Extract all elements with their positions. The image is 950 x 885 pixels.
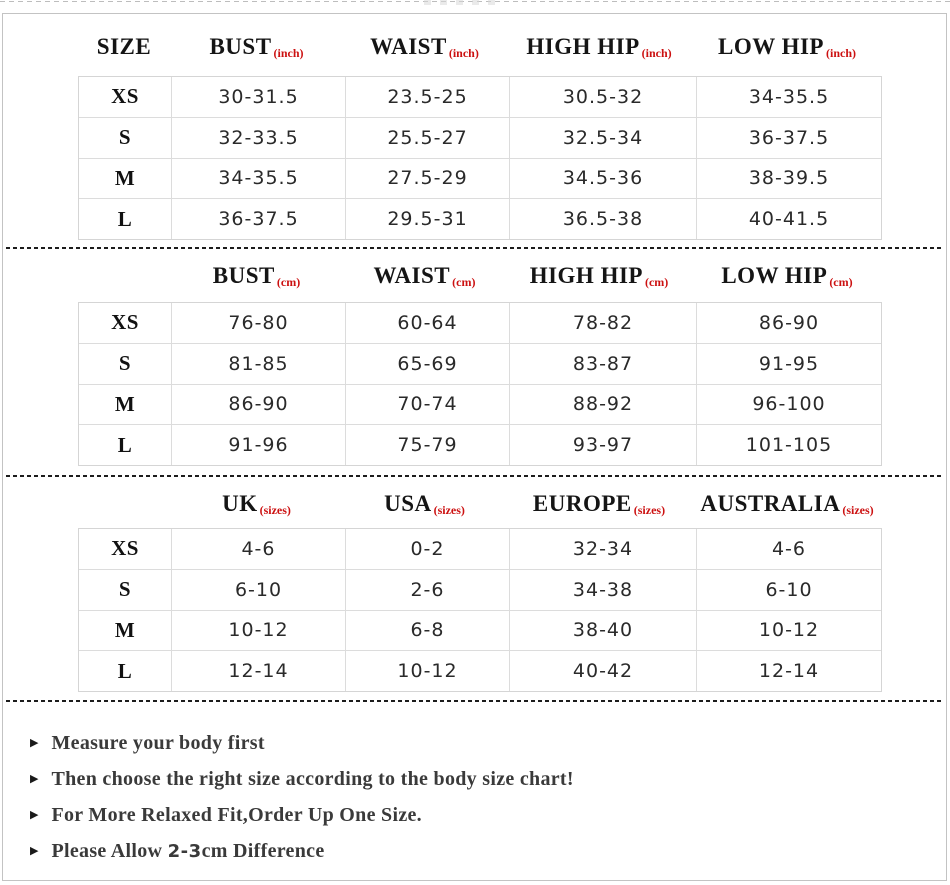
unit-label: (sizes) (633, 502, 666, 517)
unit-label: (sizes) (842, 502, 874, 517)
measuring-notes (30, 725, 910, 869)
size-cell: M (114, 617, 136, 642)
value-cell: 29.5-31 (345, 199, 509, 239)
unit-label: (inch) (641, 45, 672, 60)
value-cell: 2-6 (345, 570, 509, 610)
triangle-bullet-icon: ▶ (30, 808, 39, 821)
value-cell: 25.5-27 (345, 118, 509, 158)
value-cell: 0-2 (345, 529, 509, 569)
unit-label: (inch) (825, 45, 856, 60)
size-cell: L (117, 658, 133, 683)
unit-label: (cm) (829, 274, 853, 289)
header-row-sizes (78, 486, 882, 522)
column-header-low-hip-inch: LOW HIP (inch) (718, 34, 856, 60)
column-header-size (78, 29, 170, 65)
value-cell: 23.5-25 (345, 77, 509, 117)
value-cell: 75-79 (345, 425, 509, 465)
column-header-bust-inch: BUST (inch) (209, 34, 304, 60)
column-header-size-empty (78, 486, 170, 522)
value-cell: 30.5-32 (509, 77, 696, 117)
note-relaxed-fit: ▶ For More Relaxed Fit,Order Up One Size. (30, 803, 422, 826)
header-row-cm (78, 258, 882, 294)
unit-label: (sizes) (433, 502, 465, 517)
column-header-low-hip-cm: LOW HIP (cm) (721, 263, 853, 289)
table-row-s (79, 569, 881, 610)
value-cell: 32-34 (509, 529, 696, 569)
triangle-bullet-icon: ▶ (30, 844, 39, 857)
value-cell: 38-40 (509, 611, 696, 651)
table-row-l (79, 424, 881, 465)
value-cell: 36-37.5 (696, 118, 881, 158)
value-cell: 40-42 (509, 651, 696, 691)
size-header-label: SIZE (96, 34, 152, 59)
value-cell: 38-39.5 (696, 159, 881, 199)
triangle-bullet-icon: ▶ (30, 736, 39, 749)
value-cell: 12-14 (171, 651, 345, 691)
section-divider (6, 247, 944, 249)
value-cell: 81-85 (171, 344, 345, 384)
value-cell: 83-87 (509, 344, 696, 384)
value-cell: 86-90 (171, 385, 345, 425)
table-row-m (79, 610, 881, 651)
value-cell: 78-82 (509, 303, 696, 343)
unit-label: (inch) (448, 45, 479, 60)
value-cell: 34-38 (509, 570, 696, 610)
size-cell: XS (111, 84, 139, 109)
table-row-xs (79, 77, 881, 117)
unit-label: (inch) (273, 45, 304, 60)
note-choose-size: ▶ Then choose the right size according to the body size chart! (30, 767, 574, 790)
table-row-s (79, 117, 881, 158)
value-cell: 6-10 (696, 570, 881, 610)
column-header-europe: EUROPE (sizes) (532, 491, 666, 517)
table-row-m (79, 158, 881, 199)
column-header-uk: UK (sizes) (222, 491, 291, 517)
value-cell: 70-74 (345, 385, 509, 425)
triangle-bullet-icon: ▶ (30, 772, 39, 785)
cropped-text-remnant (424, 0, 502, 5)
value-cell: 91-95 (696, 344, 881, 384)
value-cell: 91-96 (171, 425, 345, 465)
column-header-waist-inch: WAIST (inch) (370, 34, 479, 60)
size-cell: XS (111, 536, 139, 561)
unit-label: (cm) (644, 274, 669, 289)
value-cell: 76-80 (171, 303, 345, 343)
size-table-international (78, 528, 882, 692)
table-row-s (79, 343, 881, 384)
table-row-l (79, 650, 881, 691)
column-header-high-hip-inch: HIGH HIP (inch) (526, 34, 672, 60)
size-cell: XS (111, 310, 139, 335)
header-row-inch (78, 29, 882, 65)
section-divider (6, 700, 944, 702)
value-cell: 6-10 (171, 570, 345, 610)
value-cell: 86-90 (696, 303, 881, 343)
difference-value: 2-3 (167, 840, 202, 862)
size-cell: S (118, 351, 132, 376)
column-header-high-hip-cm: HIGH HIP (cm) (529, 263, 669, 289)
table-row-m (79, 384, 881, 425)
value-cell: 30-31.5 (171, 77, 345, 117)
value-cell: 60-64 (345, 303, 509, 343)
value-cell: 88-92 (509, 385, 696, 425)
value-cell: 27.5-29 (345, 159, 509, 199)
column-header-waist-cm: WAIST (cm) (373, 263, 476, 289)
note-allow-difference: ▶ Please Allow 2-3cm Difference (30, 839, 325, 862)
table-row-xs (79, 529, 881, 569)
value-cell: 6-8 (345, 611, 509, 651)
size-table-inch (78, 76, 882, 240)
unit-label: (sizes) (259, 502, 291, 517)
size-cell: S (118, 125, 132, 150)
value-cell: 10-12 (171, 611, 345, 651)
size-cell: L (117, 206, 133, 231)
value-cell: 36-37.5 (171, 199, 345, 239)
size-cell: M (114, 165, 136, 190)
note-measure-first: ▶ Measure your body first (30, 731, 265, 754)
column-header-size-empty (78, 258, 170, 294)
table-row-l (79, 198, 881, 239)
unit-label: (cm) (452, 274, 476, 289)
value-cell: 34-35.5 (171, 159, 345, 199)
value-cell: 36.5-38 (509, 199, 696, 239)
value-cell: 32.5-34 (509, 118, 696, 158)
value-cell: 4-6 (696, 529, 881, 569)
value-cell: 10-12 (696, 611, 881, 651)
size-cell: L (117, 432, 133, 457)
size-cell: M (114, 391, 136, 416)
column-header-usa: USA (sizes) (384, 491, 465, 517)
value-cell: 101-105 (696, 425, 881, 465)
column-header-australia: AUSTRALIA (sizes) (700, 491, 874, 517)
value-cell: 34-35.5 (696, 77, 881, 117)
value-cell: 93-97 (509, 425, 696, 465)
value-cell: 40-41.5 (696, 199, 881, 239)
size-table-cm (78, 302, 882, 466)
value-cell: 12-14 (696, 651, 881, 691)
value-cell: 4-6 (171, 529, 345, 569)
value-cell: 32-33.5 (171, 118, 345, 158)
value-cell: 10-12 (345, 651, 509, 691)
unit-label: (cm) (276, 274, 301, 289)
value-cell: 96-100 (696, 385, 881, 425)
section-divider (6, 475, 944, 477)
size-cell: S (118, 577, 132, 602)
value-cell: 34.5-36 (509, 159, 696, 199)
value-cell: 65-69 (345, 344, 509, 384)
column-header-bust-cm: BUST (cm) (212, 263, 301, 289)
table-row-xs (79, 303, 881, 343)
